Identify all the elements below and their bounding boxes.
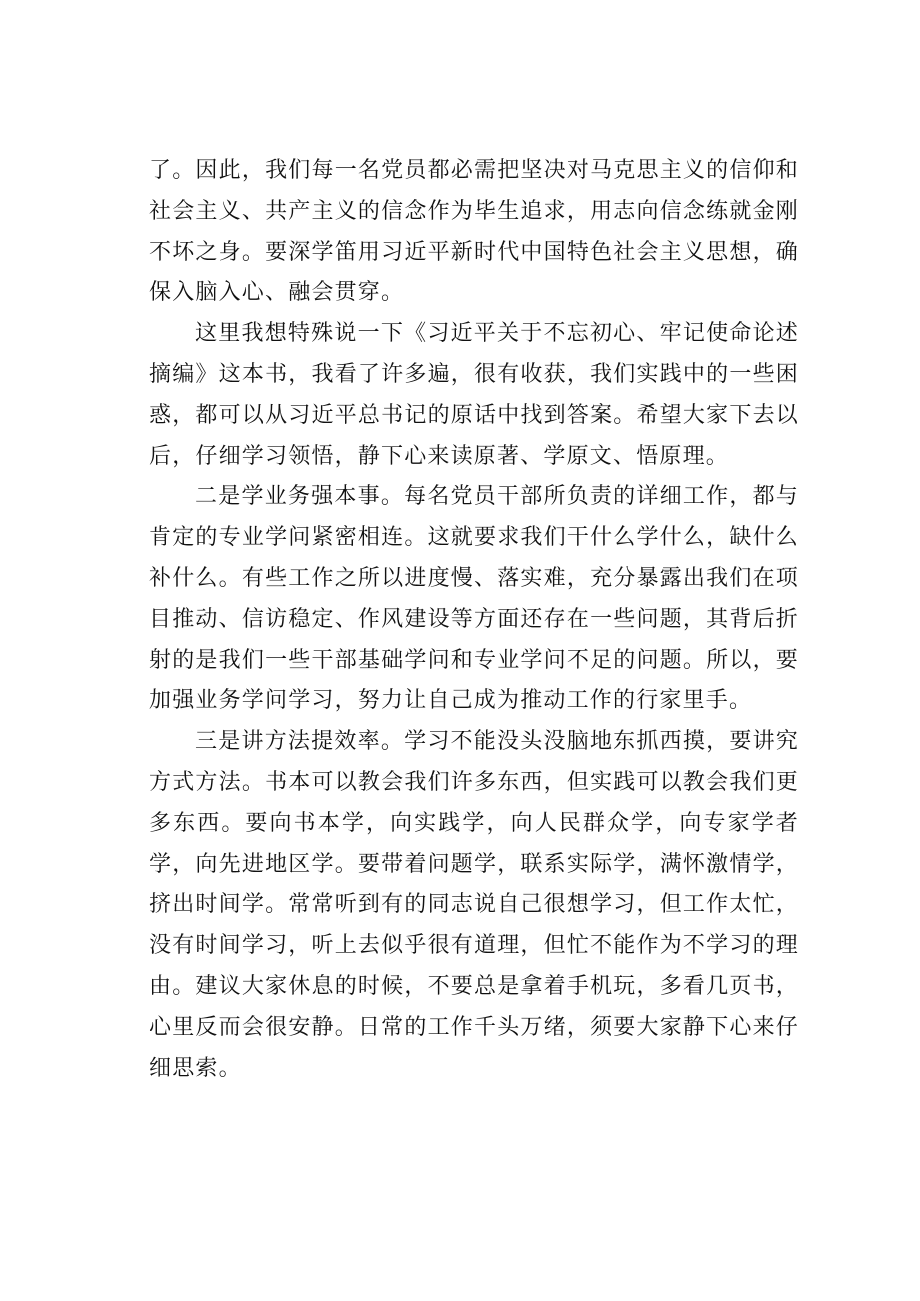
document-page [149, 151, 799, 1089]
paragraph-book-recommendation: 这里我想特殊说一下《习近平关于不忘初心、牢记使命论述摘编》这本书，我看了许多遍，很有收获，我们实践中的一些困惑，都可以从习近平总书记的原话中找到答案。希望大家下去以后，仔细学习领悟，静下心来读原著、学原文、悟原理。 [149, 321, 799, 469]
paragraph-study-business: 二是学业务强本事。每名党员干部所负责的详细工作，都与肯定的专业学问紧密相连。这就要求我们干什么学什么，缺什么补什么。有些工作之所以进度慢、落实难，充分暴露出我们在项目推动、信访稳定、作风建设等方面还存在一些问题，其背后折射的是我们一些干部基础学问和专业学问不足的问题。所以，要加强业务学问学习，努力让自己成为推动工作的行家里手。 [149, 484, 799, 714]
paragraph-study-methods: 三是讲方法提效率。学习不能没头没脑地东抓西摸，要讲究方式方法。书本可以教会我们许多东西，但实践可以教会我们更多东西。要向书本学，向实践学，向人民群众学，向专家学者学，向先进地区学。要带着问题学，联系实际学，满怀激情学，挤出时间学。常常听到有的同志说自己很想学习，但工作太忙，没有时间学习，听上去似乎很有道理，但忙不能作为不学习的理由。建议大家休息的时候，不要总是拿着手机玩，多看几页书，心里反而会很安静。日常的工作千头万绪，须要大家静下心来仔细思索。 [149, 729, 799, 1081]
paragraph-continuation: 了。因此，我们每一名党员都必需把坚决对马克思主义的信仰和社会主义、共产主义的信念作为毕生追求，用志向信念练就金刚不坏之身。要深学笛用习近平新时代中国特色社会主义思想，确保入脑入心、融会贯穿。 [149, 158, 799, 306]
